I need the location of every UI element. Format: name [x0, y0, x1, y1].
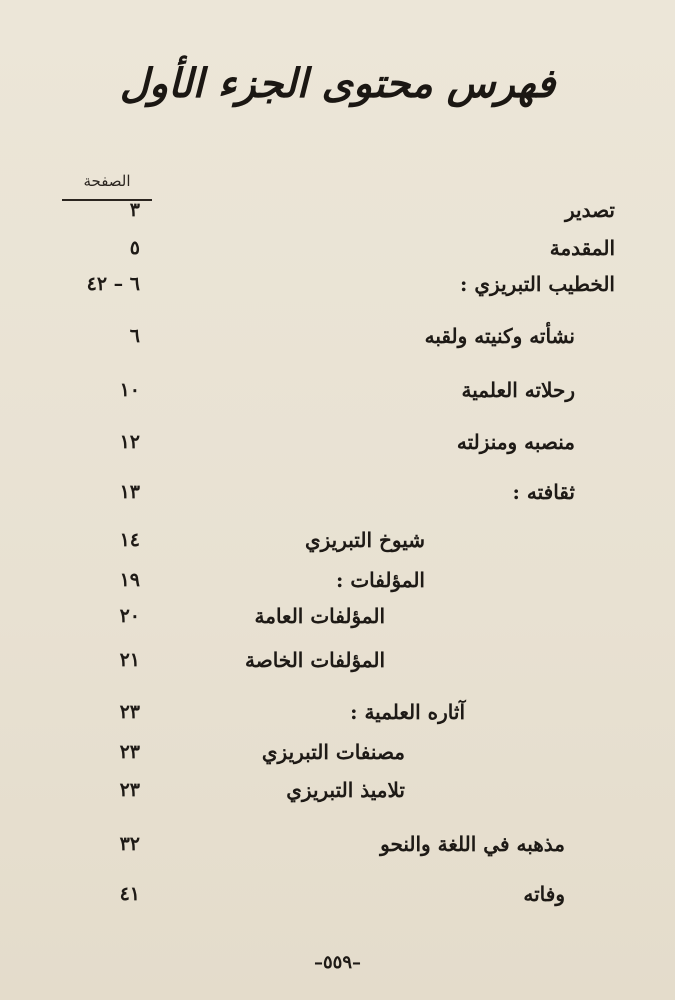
toc-page-number: ٣	[129, 199, 140, 221]
toc-entry	[0, 598, 675, 634]
toc-topic: المؤلفات العامة	[254, 604, 385, 628]
toc-page-number: ١٩	[119, 569, 140, 591]
toc-entry	[0, 562, 675, 598]
toc-page-number: ٤١	[119, 883, 140, 905]
toc-topic: مصنفات التبريزي	[261, 740, 405, 764]
toc-entry	[0, 318, 675, 354]
toc-entry	[0, 826, 675, 862]
toc-page-number: ٢٠	[119, 605, 140, 627]
toc-topic: شيوخ التبريزي	[304, 528, 425, 552]
toc-page-number: ٢٣	[119, 701, 140, 723]
toc-page-number: ٣٢	[119, 833, 140, 855]
toc-topic: تلاميذ التبريزي	[286, 778, 405, 802]
toc-page-number: ٢٣	[119, 741, 140, 763]
toc-entry	[0, 230, 675, 266]
toc-entry	[0, 522, 675, 558]
toc-topic: المقدمة	[549, 236, 615, 260]
toc-topic: المؤلفات :	[335, 568, 425, 592]
page-column-header: الصفحة	[83, 172, 131, 190]
toc-page-number: ١٠	[119, 379, 140, 401]
toc-page-number: ٢١	[119, 649, 140, 671]
toc-entry	[0, 474, 675, 510]
toc-topic: رحلاته العلمية	[461, 378, 575, 402]
toc-entry	[0, 694, 675, 730]
toc-topic: المؤلفات الخاصة	[245, 648, 385, 672]
toc-entry	[0, 734, 675, 770]
toc-topic: ثقافته :	[512, 480, 575, 504]
page-folio-number: –٥٥٩–	[313, 952, 361, 973]
toc-page-number: ٦ – ٤٢	[86, 273, 140, 295]
toc-topic: تصدير	[564, 198, 615, 222]
toc-entry	[0, 642, 675, 678]
toc-page-number: ٢٣	[119, 779, 140, 801]
toc-topic: نشأته وكنيته ولقبه	[424, 324, 575, 348]
toc-page-number: ١٢	[119, 431, 140, 453]
toc-entry	[0, 772, 675, 808]
toc-page-number: ١٣	[119, 481, 140, 503]
toc-page-number: ١٤	[119, 529, 140, 551]
toc-entry	[0, 192, 675, 228]
toc-entry	[0, 876, 675, 912]
toc-entry	[0, 266, 675, 302]
toc-topic: وفاته	[523, 882, 565, 906]
page-title: فهرس محتوى الجزء الأول	[119, 60, 556, 107]
toc-page-number: ٥	[129, 237, 140, 259]
toc-topic: آثاره العلمية :	[350, 700, 465, 724]
toc-page-number: ٦	[129, 325, 140, 347]
toc-entry	[0, 424, 675, 460]
toc-topic: مذهبه في اللغة والنحو	[380, 832, 565, 856]
toc-topic: الخطيب التبريزي :	[460, 272, 615, 296]
toc-entry	[0, 372, 675, 408]
toc-topic: منصبه ومنزلته	[456, 430, 575, 454]
